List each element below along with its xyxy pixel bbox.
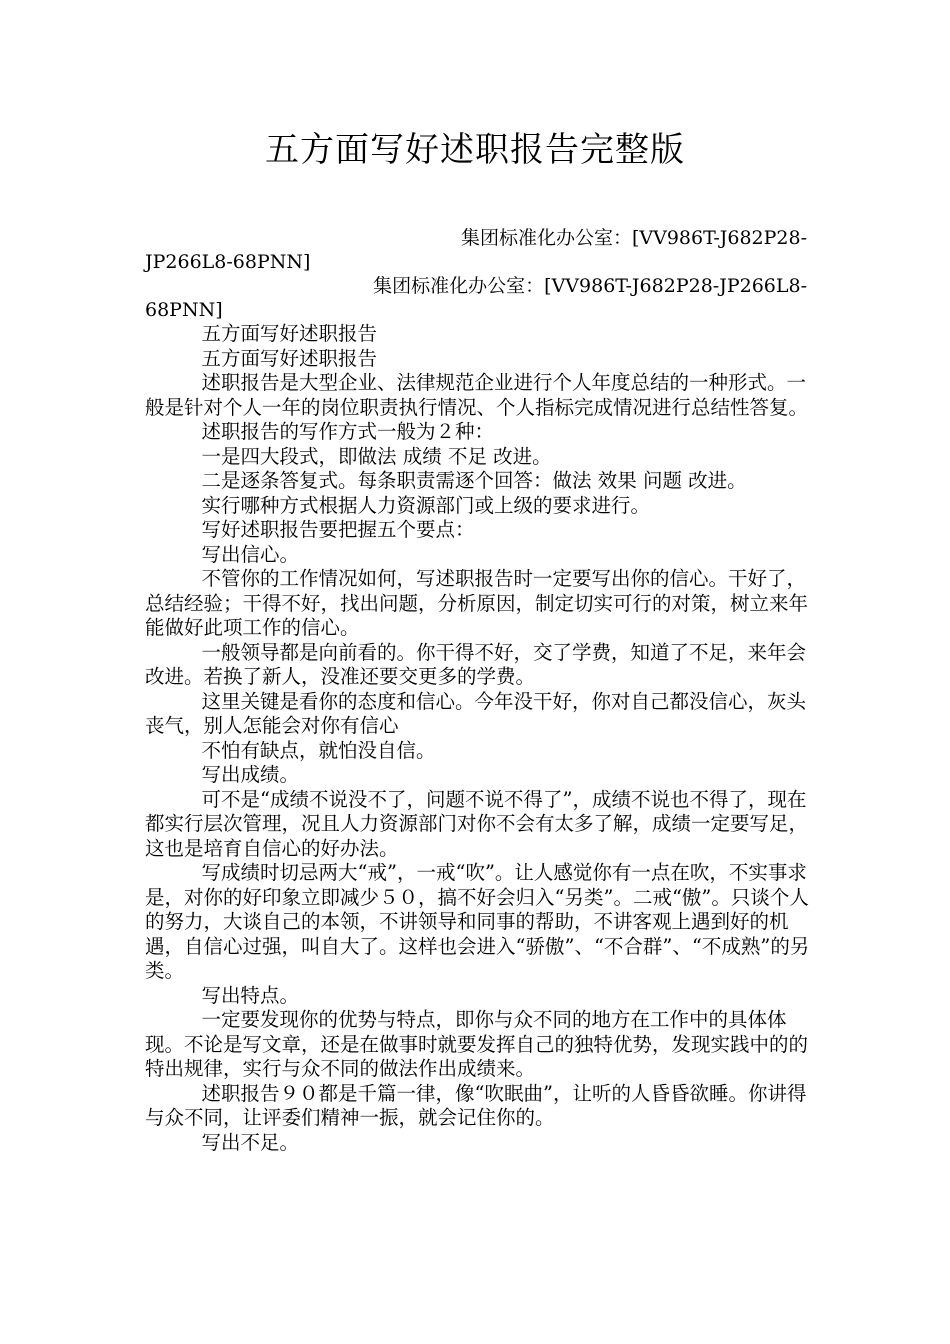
- paragraph: 写成绩时切忌两大“戒”，一戒“吹”。让人感觉你有一点在吹，不实事求是，对你的好印象立即减少５０，搞不好会归入“另类”。二戒“傲”。只谈个人的努力，大谈自己的本领，不讲领导和同事的帮助，不讲客观上遇到好的机遇，自信心过强，叫自大了。这样也会进入“骄傲”、“不合群”、“不成熟”的另类。: [145, 861, 810, 982]
- paragraph: 一定要发现你的优势与特点，即你与众不同的地方在工作中的具体体现。不论是写文章，还是在做事时就要发挥自己的独特优势，发现实践中的的特出规律，实行与众不同的做法作出成绩来。: [145, 1008, 809, 1080]
- paragraph: 实行哪种方式根据人力资源部门或上级的要求进行。: [201, 493, 651, 517]
- paragraph: 可不是“成绩不说没不了，问题不说不得了”，成绩不说也不得了，现在都实行层次管理，况且人力资源部门对你不会有太多了解，成绩一定要写足，这也是培育自信心的好办法。: [145, 787, 809, 860]
- paragraph: 述职报告９０都是千篇一律，像“吹眠曲”，让听的人昏昏欲睡。你讲得与众不同，让评委们精神一振，就会记住你的。: [145, 1081, 807, 1129]
- code-line-2a: 集团标准化办公室：[VV986T-J682P28-JP266L8-: [373, 275, 807, 297]
- paragraph: 述职报告是大型企业、法律规范企业进行个人年度总结的一种形式。一般是针对个人一年的岗位职责执行情况、个人指标完成情况进行总结性答复。: [145, 371, 809, 419]
- section-heading: 写出不足。: [201, 1130, 300, 1154]
- section-heading: 写出成绩。: [201, 763, 300, 786]
- code-line-1b: JP266L8-68PNN]: [145, 251, 311, 273]
- paragraph: 写好述职报告要把握五个要点：: [201, 518, 475, 541]
- paragraph-heading-1: 五方面写好述职报告: [201, 322, 378, 345]
- section-heading: 写出特点。: [201, 983, 300, 1007]
- paragraph: 不怕有缺点，就怕没自信。: [201, 738, 436, 762]
- document-body: [145, 322, 825, 1155]
- section-heading: 写出信心。: [201, 542, 300, 566]
- standardization-code-1: [145, 226, 807, 274]
- paragraph: 二是逐条答复式。每条职责需逐个回答：做法 效果 问题 改进。: [201, 469, 747, 492]
- standardization-code-2: [145, 274, 807, 322]
- paragraph: 一般领导都是向前看的。你干得不好，交了学费，知道了不足，来年会改进。若换了新人，没准还要交更多的学费。: [145, 640, 807, 688]
- paragraph: 不管你的工作情况如何，写述职报告时一定要写出你的信心。干好了，总结经验；干得不好，找出问题，分析原因，制定切实可行的对策，树立来年能做好此项工作的信心。: [145, 567, 809, 639]
- paragraph-heading-2: 五方面写好述职报告: [201, 346, 378, 370]
- document-title: 五方面写好述职报告完整版: [265, 130, 685, 170]
- paragraph: 述职报告的写作方式一般为２种：: [201, 420, 495, 443]
- code-line-1a: 集团标准化办公室：[VV986T-J682P28-: [460, 227, 807, 249]
- paragraph: 一是四大段式，即做法 成绩 不足 改进。: [201, 444, 552, 468]
- paragraph: 这里关键是看你的态度和信心。今年没干好，你对自己都没信心，灰头丧气，别人怎能会对你有信心: [145, 689, 807, 737]
- code-line-2b: 68PNN]: [145, 299, 223, 321]
